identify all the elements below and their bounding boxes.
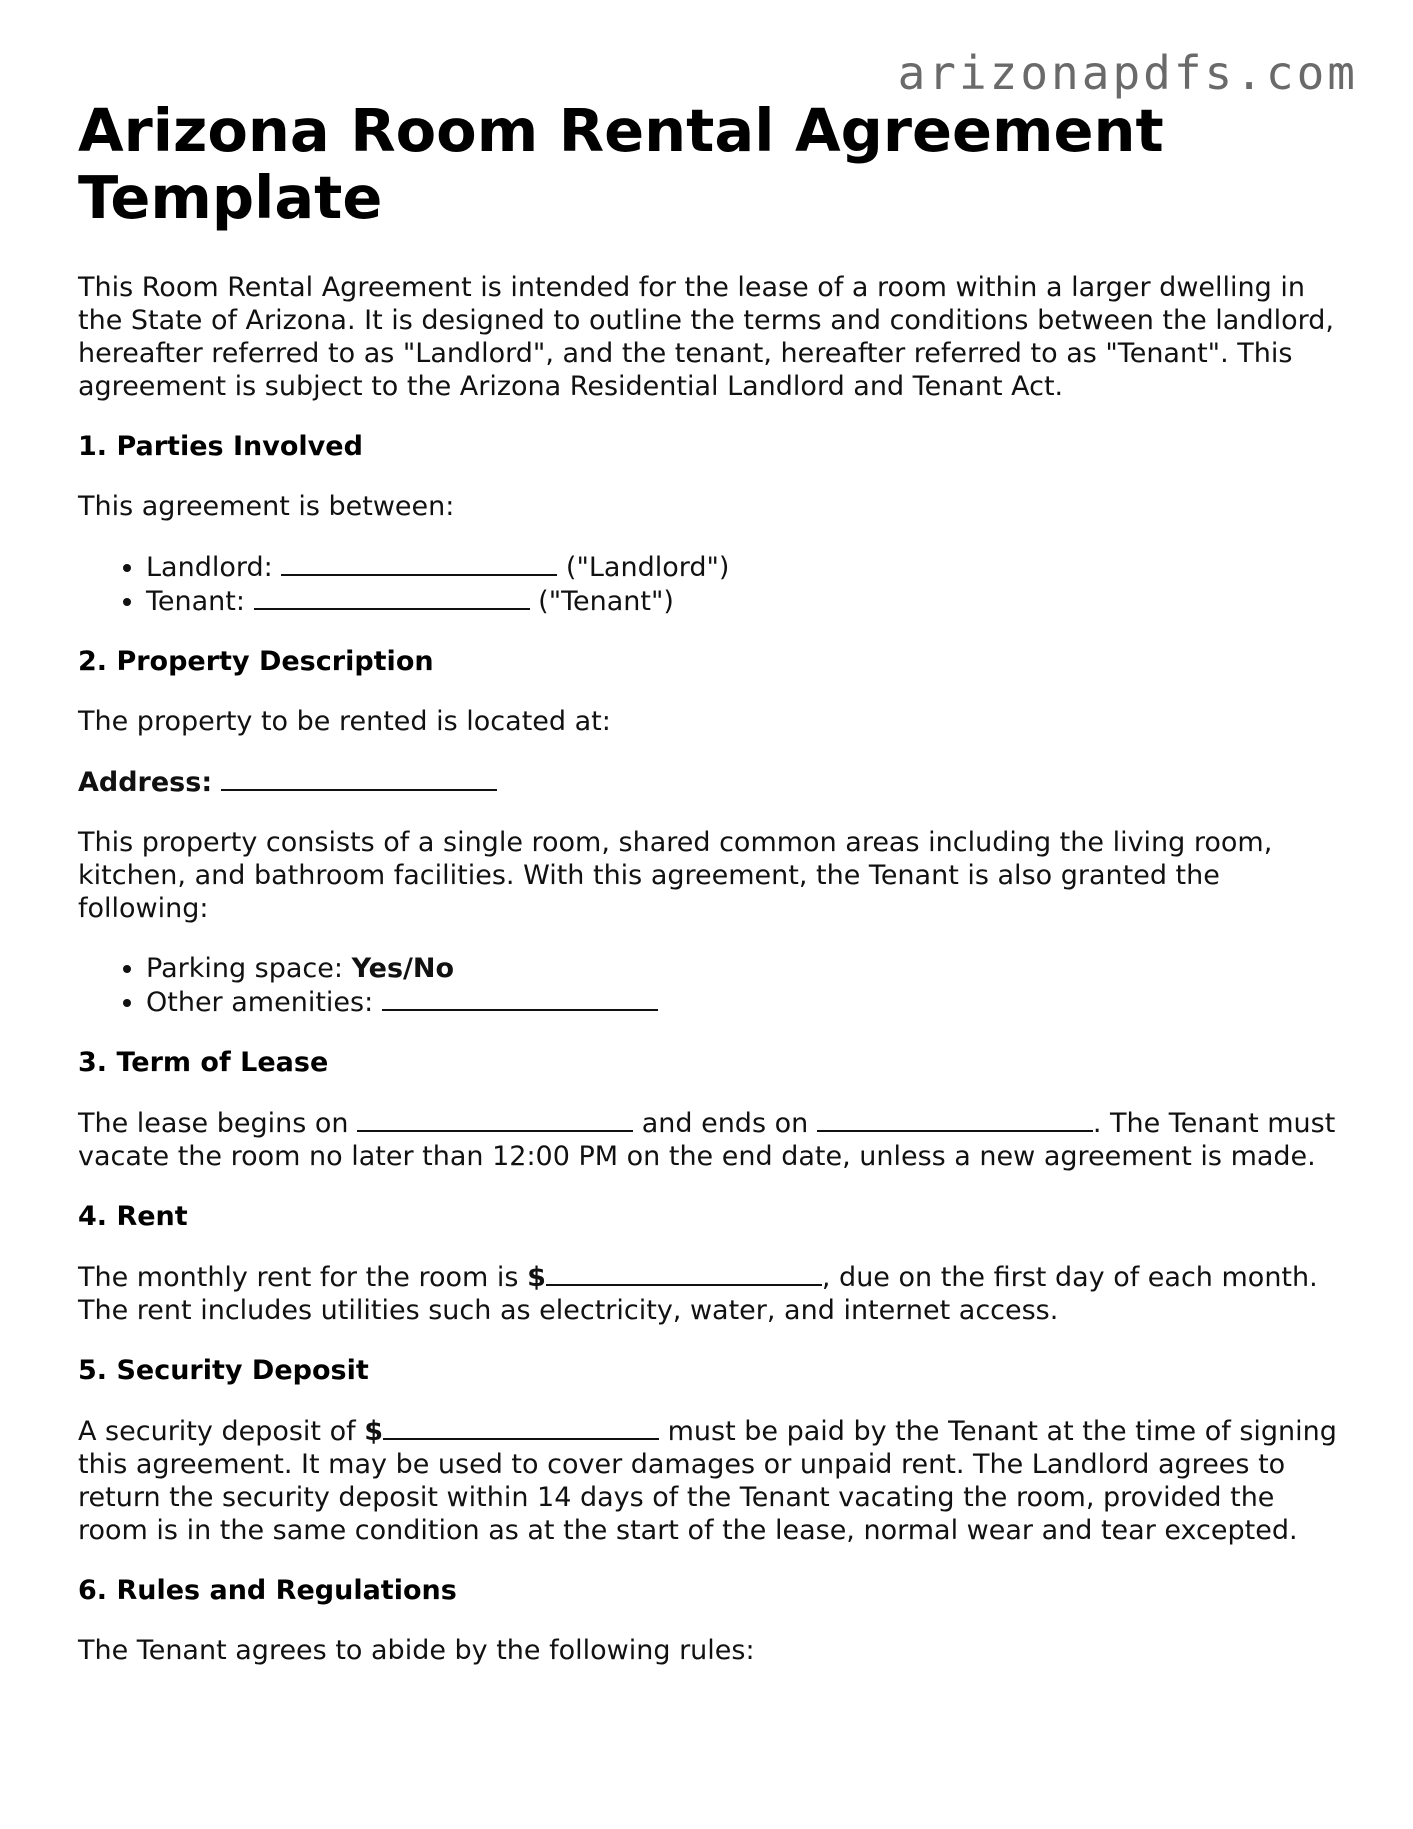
address-blank[interactable] — [221, 765, 497, 791]
section-6-text: The Tenant agrees to abide by the following rules: — [78, 1635, 755, 1666]
section-2-heading: 2. Property Description — [78, 646, 434, 677]
parking-value: Yes/No — [351, 953, 455, 984]
section-1-heading: 1. Parties Involved — [78, 431, 363, 462]
landlord-item — [146, 550, 1348, 584]
deposit-terms-text: must be paid by the Tenant at the time of signing this agreement. It may be used to cover damages or unpaid rent. The Landlord agrees to return the security deposit within 14 days of the Tenant vacating the room, provided the room is in the same condition as at the start of the lease, normal wear and tear excepted. — [78, 1416, 1337, 1546]
rent-due-text: , due on the first day of each month. The rent includes utilities such as electricity, water, and internet access. — [78, 1262, 1318, 1326]
rent-text: The monthly rent for the room is — [78, 1262, 519, 1293]
amenities-list — [78, 952, 1348, 1019]
section-2-text-2: This property consists of a single room, shared common areas including the living room, kitchen, and bathroom facilities. With this agreement, the Tenant is also granted the following: — [78, 827, 1273, 924]
section-4-heading: 4. Rent — [78, 1201, 188, 1232]
section-5-heading: 5. Security Deposit — [78, 1355, 369, 1386]
amenities-label: Other amenities: — [146, 987, 374, 1018]
section-5-text — [78, 1414, 1348, 1547]
lease-vacate-text: . The Tenant must vacate the room no later than 12:00 PM on the end date, unless a new agreement is made. — [78, 1108, 1336, 1172]
site-watermark: arizonapdfs.com — [897, 46, 1358, 100]
lease-ends-text: and ends on — [641, 1108, 809, 1139]
lease-start-blank[interactable] — [357, 1106, 633, 1132]
tenant-suffix: ("Tenant") — [538, 586, 674, 617]
amenities-blank[interactable] — [382, 985, 658, 1011]
tenant-label: Tenant: — [146, 586, 245, 617]
parties-list — [78, 550, 1348, 618]
amenities-item — [146, 985, 1348, 1019]
deposit-currency: $ — [364, 1416, 383, 1447]
section-6-heading: 6. Rules and Regulations — [78, 1575, 457, 1606]
lease-end-blank[interactable] — [817, 1106, 1093, 1132]
parking-item — [146, 952, 1348, 985]
lease-begins-text: The lease begins on — [78, 1108, 349, 1139]
section-1-text: This agreement is between: — [78, 491, 455, 522]
intro-paragraph: This Room Rental Agreement is intended for the lease of a room within a larger dwelling in the State of Arizona. It is designed to outline the terms and conditions between the landlord, hereafter referred to as "Landlord", and the tenant, hereafter referred to as "Tenant". This agreement is subject to the Arizona Residential Landlord and Tenant Act. — [78, 272, 1334, 402]
document-page — [78, 97, 1348, 1667]
section-3-heading: 3. Term of Lease — [78, 1047, 329, 1078]
landlord-name-blank[interactable] — [281, 550, 557, 576]
deposit-amount-blank[interactable] — [383, 1414, 659, 1440]
section-4-text — [78, 1260, 1348, 1327]
deposit-text: A security deposit of — [78, 1416, 356, 1447]
tenant-name-blank[interactable] — [254, 584, 530, 610]
address-label: Address: — [78, 767, 213, 798]
document-title: Arizona Room Rental Agreement Template — [78, 96, 1164, 232]
parking-label: Parking space: — [146, 953, 343, 984]
section-2-text: The property to be rented is located at: — [78, 706, 611, 737]
section-3-text — [78, 1106, 1348, 1173]
landlord-suffix: ("Landlord") — [565, 552, 730, 583]
rent-amount-blank[interactable] — [546, 1260, 822, 1286]
address-line — [78, 765, 1348, 799]
tenant-item — [146, 584, 1348, 618]
landlord-label: Landlord: — [146, 552, 273, 583]
rent-currency: $ — [527, 1262, 546, 1293]
